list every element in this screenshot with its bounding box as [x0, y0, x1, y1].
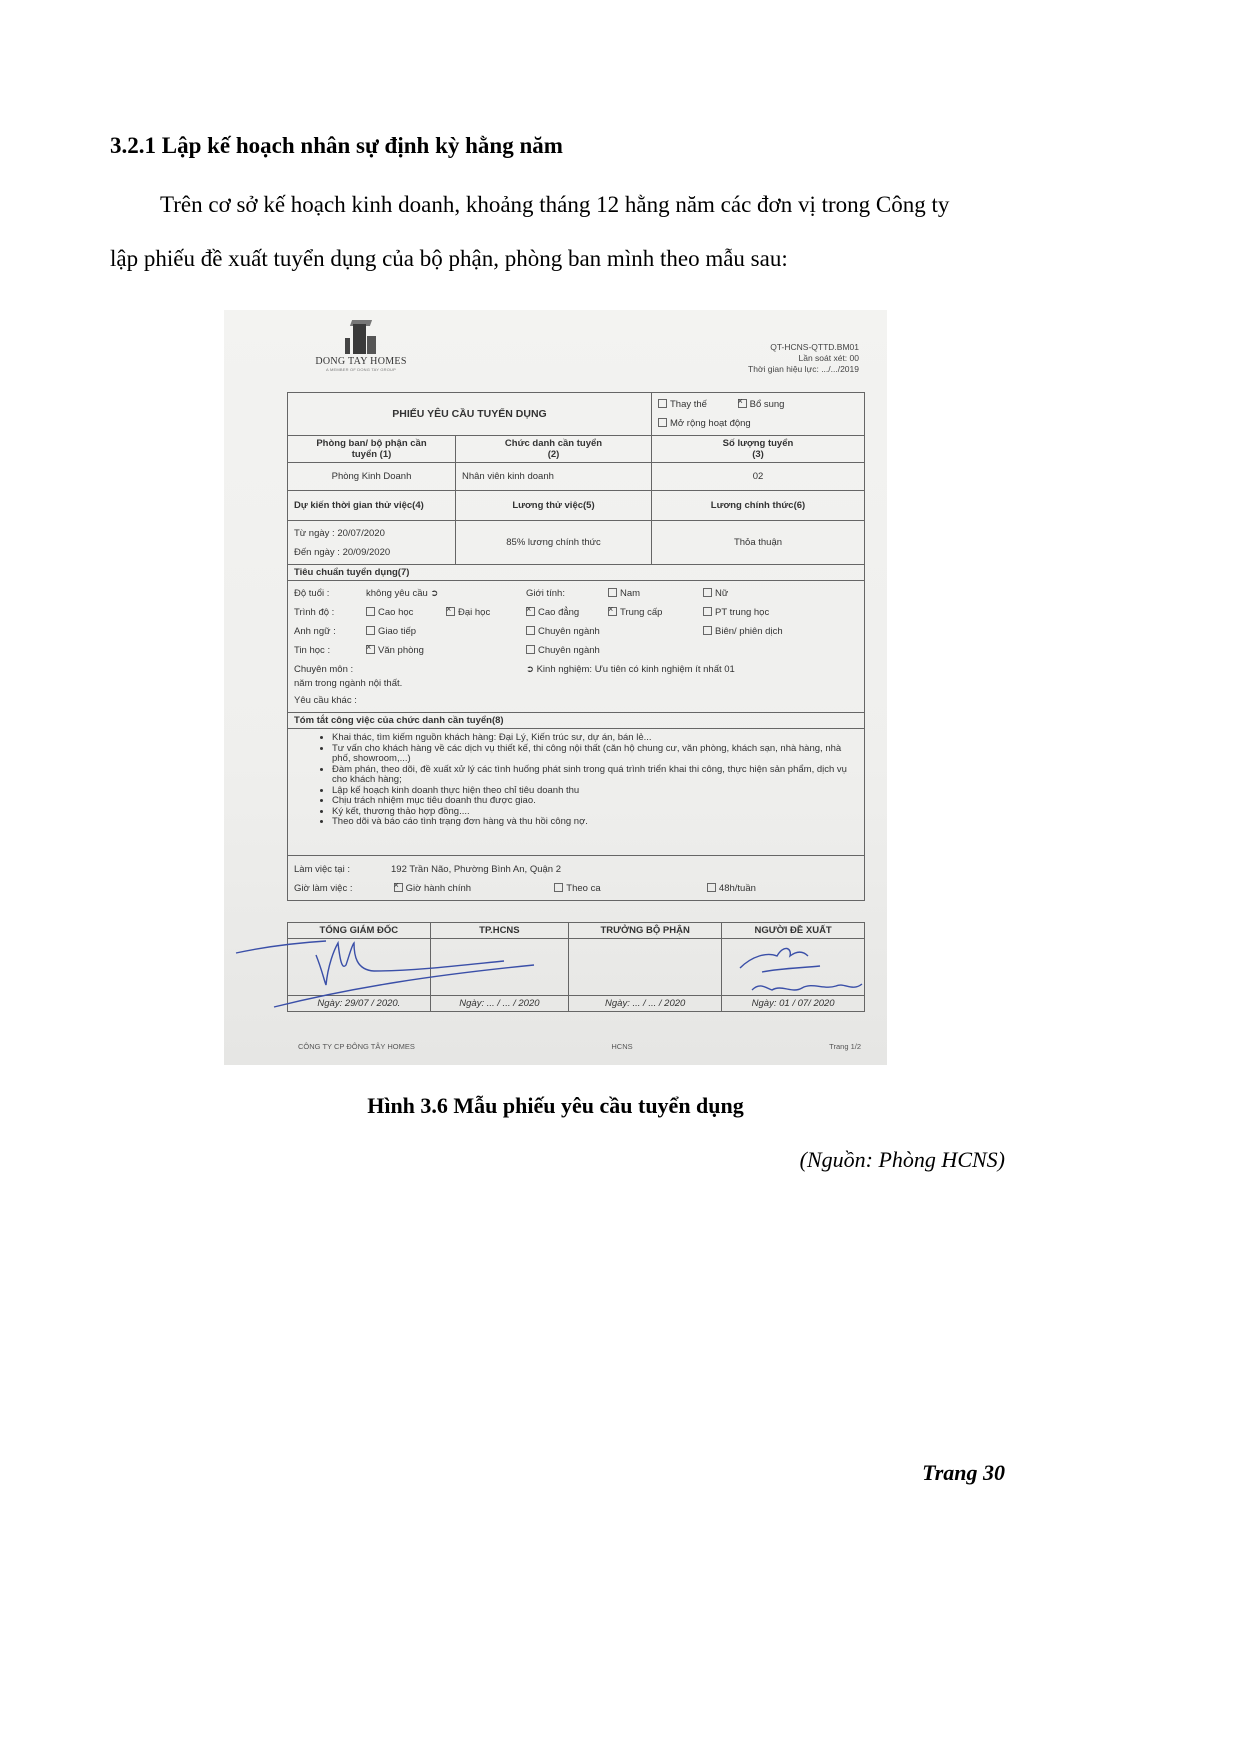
task-list — [332, 733, 858, 828]
checkbox-icon — [526, 645, 535, 654]
page-number: Trang 30 — [922, 1460, 1005, 1485]
signature-date: Ngày: 01 / 07/ 2020 — [722, 996, 865, 1012]
signature-header: TỔNG GIÁM ĐỐC — [288, 923, 431, 939]
figure-caption: Hình 3.6 Mẫu phiếu yêu cầu tuyển dụng — [367, 1093, 744, 1118]
signature-header: NGƯỜI ĐỀ XUẤT — [722, 923, 865, 939]
footer-dept: HCNS — [611, 1042, 633, 1051]
logo-name: DONG TAY HOMES — [315, 356, 407, 367]
checkbox-icon — [703, 607, 712, 616]
checkbox-icon — [658, 399, 667, 408]
header-quantity: Số lượng tuyển (3) — [652, 436, 865, 463]
doc-effective: Thời gian hiệu lực: .../.../2019 — [748, 364, 859, 374]
recruitment-form-photo — [224, 310, 887, 1065]
checkbox-icon — [526, 626, 535, 635]
signature-dept-head — [569, 939, 722, 996]
header-department: Phòng ban/ bộ phận cần tuyển (1) — [288, 436, 456, 463]
task-item: • Lập kế hoạch kinh doanh thực hiện theo chỉ tiêu doanh thu — [332, 786, 858, 797]
checkbox-checked-icon — [738, 399, 747, 408]
header-official-salary: Lương chính thức(6) — [652, 491, 865, 521]
footer-page: Trang 1/2 — [829, 1042, 861, 1051]
handwritten-signature-icon — [234, 925, 554, 1015]
probation-dates — [288, 521, 456, 565]
intro-paragraph-line-2: lập phiếu đề xuất tuyển dụng của bộ phận, phòng ban mình theo mẫu sau: — [110, 246, 788, 271]
form-title: PHIẾU YÊU CẦU TUYỂN DỤNG — [288, 393, 652, 436]
request-type-option: Thay thế — [658, 399, 707, 410]
criteria-specialty: Chuyên môn : ➲ Kinh nghiệm: Ưu tiên có kinh nghiệm ít nhất 01 năm trong ngành nội thất. — [294, 664, 735, 689]
criteria-other: Yêu cầu khác : — [294, 695, 357, 706]
building-logo-icon — [341, 320, 381, 354]
section-heading: 3.2.1 Lập kế hoạch nhân sự định kỳ hằng năm — [110, 133, 563, 158]
checkbox-checked-icon — [446, 607, 455, 616]
proposer-signature-icon — [732, 938, 872, 1008]
value-department: Phòng Kinh Doanh — [288, 463, 456, 491]
company-logo — [306, 320, 416, 372]
summary-block — [288, 729, 865, 856]
task-item: • Chịu trách nhiệm mục tiêu doanh thu được giao. — [332, 796, 858, 807]
work-block — [288, 856, 865, 901]
doc-revision: Lần soát xét: 00 — [798, 353, 859, 363]
criteria-heading: Tiêu chuẩn tuyển dụng(7) — [288, 565, 865, 581]
signature-header: TP.HCNS — [430, 923, 568, 939]
checkbox-checked-icon — [608, 607, 617, 616]
checkbox-icon — [366, 626, 375, 635]
header-probation-salary: Lương thử việc(5) — [456, 491, 652, 521]
criteria-block — [288, 581, 865, 713]
summary-heading: Tóm tắt công việc của chức danh cần tuyển(8) — [288, 713, 865, 729]
signature-date: Ngày: ... / ... / 2020 — [430, 996, 568, 1012]
doc-code: QT-HCNS-QTTD.BM01 — [770, 342, 859, 352]
checkbox-icon — [366, 607, 375, 616]
checkbox-icon — [707, 883, 716, 892]
figure-source: (Nguồn: Phòng HCNS) — [799, 1147, 1005, 1172]
checkbox-icon — [658, 418, 667, 427]
task-item: • Tư vấn cho khách hàng về các dịch vụ thiết kế, thi công nội thất (căn hộ chung cư, văn phòng, khách sạn, nhà hàng, nhà phố, showroom,...) — [332, 744, 858, 765]
to-date: Đến ngày : 20/09/2020 — [294, 546, 391, 558]
document-info — [748, 342, 859, 375]
checkbox-icon — [703, 626, 712, 635]
logo-tagline: A MEMBER OF DONG TAY GROUP — [325, 367, 397, 372]
signature-header: TRƯỞNG BỘ PHẬN — [569, 923, 722, 939]
criteria-it-row: Tin học : × Văn phòng Chuyên ngành — [294, 641, 858, 660]
value-official-salary: Thỏa thuận — [652, 521, 865, 565]
value-quantity: 02 — [652, 463, 865, 491]
criteria-english-row: Anh ngữ : Giao tiếp Chuyên ngành Biên/ phiên dịch — [294, 626, 783, 637]
checkbox-icon — [608, 588, 617, 597]
work-hours: Giờ làm việc : × Giờ hành chính Theo ca 48h/tuần — [294, 879, 858, 898]
checkbox-checked-icon — [366, 645, 375, 654]
checkbox-checked-icon — [526, 607, 535, 616]
value-probation-salary: 85% lương chính thức — [456, 521, 652, 565]
request-form-table — [287, 392, 865, 901]
task-item: • Ký kết, thương thảo hợp đồng.... — [332, 807, 858, 818]
header-probation-time: Dự kiến thời gian thử việc(4) — [288, 491, 456, 521]
request-type-cell — [652, 393, 865, 436]
task-item: • Đàm phán, theo dõi, đề xuất xử lý các tình huống phát sinh trong quá trình triển khai thi công, thực hiện sản phẩm, dịch vụ cho khách hàng; — [332, 765, 858, 786]
checkbox-icon — [703, 588, 712, 597]
request-type-option: × Bổ sung — [738, 399, 785, 410]
header-position: Chức danh cần tuyển (2) — [456, 436, 652, 463]
intro-paragraph-line-1: Trên cơ sở kế hoạch kinh doanh, khoảng tháng 12 hằng năm các đơn vị trong Công ty — [160, 192, 950, 217]
signature-date: Ngày: ... / ... / 2020 — [569, 996, 722, 1012]
task-item: • Theo dõi và báo cáo tình trạng đơn hàng và thu hồi công nợ. — [332, 817, 858, 828]
task-item: • Khai thác, tìm kiếm nguồn khách hàng: Đại Lý, Kiến trúc sư, dự án, bán lẻ... — [332, 733, 858, 744]
value-position: Nhân viên kinh doanh — [456, 463, 652, 491]
checkbox-checked-icon — [394, 883, 403, 892]
footer-company: CÔNG TY CP ĐÔNG TÂY HOMES — [298, 1042, 415, 1051]
checkbox-icon — [554, 883, 563, 892]
work-location: Làm việc tại : 192 Trần Não, Phường Bình An, Quận 2 — [294, 864, 561, 875]
request-type-option: Mở rộng hoạt động — [658, 418, 751, 429]
signature-date: Ngày: 29/07 / 2020. — [288, 996, 431, 1012]
form-footer — [298, 1042, 861, 1051]
from-date: Từ ngày : 20/07/2020 — [294, 527, 385, 539]
criteria-education-row: Trình độ : Cao học × Đại học × Cao đẳng × Trung cấp PT trung học — [294, 603, 858, 622]
criteria-age-row: Độ tuổi : không yêu cầu ➲ Giới tính: Nam Nữ — [294, 588, 729, 599]
